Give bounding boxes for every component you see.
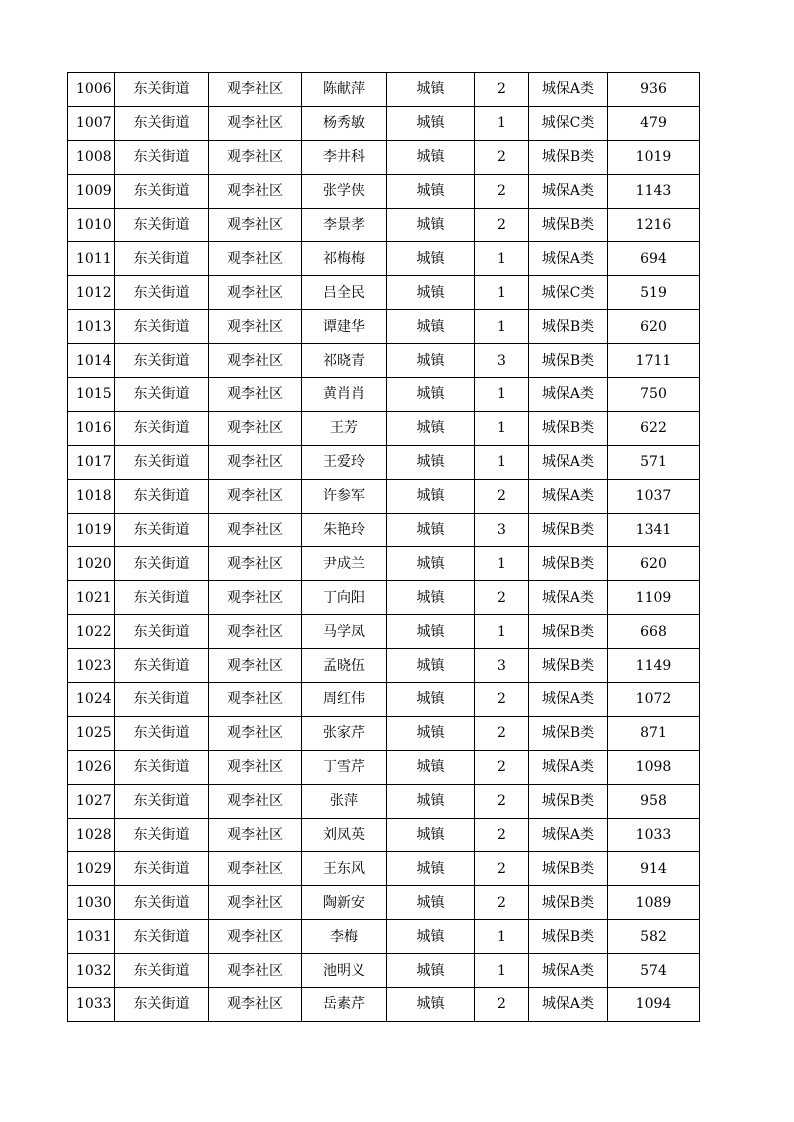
amount-value: 871 bbox=[608, 716, 700, 750]
record-id: 1029 bbox=[68, 852, 115, 886]
community-name: 观李社区 bbox=[209, 106, 302, 140]
person-name: 谭建华 bbox=[302, 310, 387, 344]
community-name: 观李社区 bbox=[209, 818, 302, 852]
amount-value: 479 bbox=[608, 106, 700, 140]
amount-value: 1089 bbox=[608, 886, 700, 920]
table-row bbox=[68, 344, 700, 378]
area-type: 城镇 bbox=[387, 649, 475, 683]
community-name: 观李社区 bbox=[209, 988, 302, 1022]
household-count: 1 bbox=[475, 615, 529, 649]
community-name: 观李社区 bbox=[209, 716, 302, 750]
amount-value: 1711 bbox=[608, 344, 700, 378]
person-name: 池明义 bbox=[302, 954, 387, 988]
household-count: 2 bbox=[475, 208, 529, 242]
insurance-category: 城保B类 bbox=[529, 140, 608, 174]
household-count: 1 bbox=[475, 378, 529, 412]
household-count: 2 bbox=[475, 581, 529, 615]
area-type: 城镇 bbox=[387, 344, 475, 378]
insurance-category: 城保B类 bbox=[529, 649, 608, 683]
area-type: 城镇 bbox=[387, 208, 475, 242]
community-name: 观李社区 bbox=[209, 649, 302, 683]
record-id: 1010 bbox=[68, 208, 115, 242]
street-name: 东关街道 bbox=[115, 445, 209, 479]
table-row bbox=[68, 140, 700, 174]
person-name: 马学凤 bbox=[302, 615, 387, 649]
household-count: 2 bbox=[475, 140, 529, 174]
household-count: 2 bbox=[475, 818, 529, 852]
record-id: 1032 bbox=[68, 954, 115, 988]
community-name: 观李社区 bbox=[209, 615, 302, 649]
street-name: 东关街道 bbox=[115, 818, 209, 852]
insurance-category: 城保A类 bbox=[529, 445, 608, 479]
amount-value: 519 bbox=[608, 276, 700, 310]
household-count: 1 bbox=[475, 547, 529, 581]
street-name: 东关街道 bbox=[115, 547, 209, 581]
record-id: 1015 bbox=[68, 378, 115, 412]
insurance-category: 城保B类 bbox=[529, 344, 608, 378]
amount-value: 750 bbox=[608, 378, 700, 412]
person-name: 尹成兰 bbox=[302, 547, 387, 581]
table-row bbox=[68, 615, 700, 649]
insurance-category: 城保B类 bbox=[529, 886, 608, 920]
household-count: 1 bbox=[475, 106, 529, 140]
person-name: 祁梅梅 bbox=[302, 242, 387, 276]
area-type: 城镇 bbox=[387, 784, 475, 818]
street-name: 东关街道 bbox=[115, 344, 209, 378]
household-count: 1 bbox=[475, 954, 529, 988]
table-row bbox=[68, 886, 700, 920]
data-table bbox=[67, 72, 700, 1022]
amount-value: 620 bbox=[608, 547, 700, 581]
table-row bbox=[68, 716, 700, 750]
household-count: 2 bbox=[475, 73, 529, 107]
insurance-category: 城保A类 bbox=[529, 479, 608, 513]
amount-value: 1149 bbox=[608, 649, 700, 683]
person-name: 杨秀敏 bbox=[302, 106, 387, 140]
table-row bbox=[68, 513, 700, 547]
area-type: 城镇 bbox=[387, 276, 475, 310]
amount-value: 1098 bbox=[608, 750, 700, 784]
table-row bbox=[68, 208, 700, 242]
community-name: 观李社区 bbox=[209, 513, 302, 547]
street-name: 东关街道 bbox=[115, 920, 209, 954]
table-row bbox=[68, 784, 700, 818]
record-id: 1016 bbox=[68, 411, 115, 445]
person-name: 孟晓伍 bbox=[302, 649, 387, 683]
record-id: 1022 bbox=[68, 615, 115, 649]
street-name: 东关街道 bbox=[115, 750, 209, 784]
record-id: 1014 bbox=[68, 344, 115, 378]
person-name: 刘凤英 bbox=[302, 818, 387, 852]
amount-value: 574 bbox=[608, 954, 700, 988]
household-count: 2 bbox=[475, 886, 529, 920]
amount-value: 1037 bbox=[608, 479, 700, 513]
insurance-category: 城保B类 bbox=[529, 547, 608, 581]
amount-value: 1109 bbox=[608, 581, 700, 615]
household-count: 1 bbox=[475, 310, 529, 344]
community-name: 观李社区 bbox=[209, 208, 302, 242]
insurance-category: 城保B类 bbox=[529, 615, 608, 649]
household-count: 1 bbox=[475, 242, 529, 276]
household-count: 2 bbox=[475, 784, 529, 818]
person-name: 张学侠 bbox=[302, 174, 387, 208]
street-name: 东关街道 bbox=[115, 581, 209, 615]
amount-value: 622 bbox=[608, 411, 700, 445]
amount-value: 914 bbox=[608, 852, 700, 886]
street-name: 东关街道 bbox=[115, 73, 209, 107]
community-name: 观李社区 bbox=[209, 683, 302, 717]
record-id: 1018 bbox=[68, 479, 115, 513]
street-name: 东关街道 bbox=[115, 852, 209, 886]
person-name: 李井科 bbox=[302, 140, 387, 174]
record-id: 1028 bbox=[68, 818, 115, 852]
street-name: 东关街道 bbox=[115, 174, 209, 208]
community-name: 观李社区 bbox=[209, 581, 302, 615]
community-name: 观李社区 bbox=[209, 479, 302, 513]
community-name: 观李社区 bbox=[209, 445, 302, 479]
record-id: 1008 bbox=[68, 140, 115, 174]
person-name: 丁向阳 bbox=[302, 581, 387, 615]
insurance-category: 城保A类 bbox=[529, 954, 608, 988]
insurance-category: 城保B类 bbox=[529, 513, 608, 547]
area-type: 城镇 bbox=[387, 140, 475, 174]
household-count: 2 bbox=[475, 716, 529, 750]
street-name: 东关街道 bbox=[115, 683, 209, 717]
record-id: 1021 bbox=[68, 581, 115, 615]
street-name: 东关街道 bbox=[115, 784, 209, 818]
area-type: 城镇 bbox=[387, 750, 475, 784]
person-name: 朱艳玲 bbox=[302, 513, 387, 547]
person-name: 吕全民 bbox=[302, 276, 387, 310]
insurance-category: 城保A类 bbox=[529, 988, 608, 1022]
amount-value: 694 bbox=[608, 242, 700, 276]
community-name: 观李社区 bbox=[209, 750, 302, 784]
insurance-category: 城保A类 bbox=[529, 818, 608, 852]
area-type: 城镇 bbox=[387, 73, 475, 107]
area-type: 城镇 bbox=[387, 716, 475, 750]
insurance-category: 城保A类 bbox=[529, 581, 608, 615]
person-name: 黄肖肖 bbox=[302, 378, 387, 412]
record-id: 1031 bbox=[68, 920, 115, 954]
table-row bbox=[68, 649, 700, 683]
community-name: 观李社区 bbox=[209, 411, 302, 445]
table-row bbox=[68, 106, 700, 140]
record-id: 1013 bbox=[68, 310, 115, 344]
community-name: 观李社区 bbox=[209, 344, 302, 378]
table-row bbox=[68, 310, 700, 344]
insurance-category: 城保A类 bbox=[529, 174, 608, 208]
area-type: 城镇 bbox=[387, 886, 475, 920]
person-name: 王芳 bbox=[302, 411, 387, 445]
street-name: 东关街道 bbox=[115, 378, 209, 412]
record-id: 1011 bbox=[68, 242, 115, 276]
area-type: 城镇 bbox=[387, 988, 475, 1022]
household-count: 3 bbox=[475, 649, 529, 683]
person-name: 许参军 bbox=[302, 479, 387, 513]
amount-value: 582 bbox=[608, 920, 700, 954]
street-name: 东关街道 bbox=[115, 140, 209, 174]
person-name: 李梅 bbox=[302, 920, 387, 954]
record-id: 1019 bbox=[68, 513, 115, 547]
amount-value: 1019 bbox=[608, 140, 700, 174]
table-row bbox=[68, 954, 700, 988]
table-row bbox=[68, 547, 700, 581]
street-name: 东关街道 bbox=[115, 242, 209, 276]
household-count: 2 bbox=[475, 479, 529, 513]
record-id: 1030 bbox=[68, 886, 115, 920]
table-row bbox=[68, 479, 700, 513]
community-name: 观李社区 bbox=[209, 547, 302, 581]
area-type: 城镇 bbox=[387, 310, 475, 344]
table-row bbox=[68, 852, 700, 886]
record-id: 1026 bbox=[68, 750, 115, 784]
table-row bbox=[68, 818, 700, 852]
household-count: 2 bbox=[475, 750, 529, 784]
amount-value: 1072 bbox=[608, 683, 700, 717]
area-type: 城镇 bbox=[387, 818, 475, 852]
community-name: 观李社区 bbox=[209, 852, 302, 886]
street-name: 东关街道 bbox=[115, 649, 209, 683]
person-name: 周红伟 bbox=[302, 683, 387, 717]
area-type: 城镇 bbox=[387, 852, 475, 886]
household-count: 2 bbox=[475, 852, 529, 886]
community-name: 观李社区 bbox=[209, 378, 302, 412]
household-count: 3 bbox=[475, 513, 529, 547]
table-row bbox=[68, 750, 700, 784]
record-id: 1027 bbox=[68, 784, 115, 818]
insurance-category: 城保B类 bbox=[529, 716, 608, 750]
person-name: 岳素芹 bbox=[302, 988, 387, 1022]
table-row bbox=[68, 73, 700, 107]
street-name: 东关街道 bbox=[115, 310, 209, 344]
person-name: 陶新安 bbox=[302, 886, 387, 920]
street-name: 东关街道 bbox=[115, 208, 209, 242]
record-id: 1023 bbox=[68, 649, 115, 683]
amount-value: 1033 bbox=[608, 818, 700, 852]
insurance-category: 城保B类 bbox=[529, 920, 608, 954]
community-name: 观李社区 bbox=[209, 886, 302, 920]
table-row bbox=[68, 174, 700, 208]
record-id: 1020 bbox=[68, 547, 115, 581]
record-id: 1007 bbox=[68, 106, 115, 140]
street-name: 东关街道 bbox=[115, 954, 209, 988]
table-body bbox=[68, 73, 700, 1022]
person-name: 王爱玲 bbox=[302, 445, 387, 479]
area-type: 城镇 bbox=[387, 242, 475, 276]
person-name: 陈献萍 bbox=[302, 73, 387, 107]
person-name: 李景孝 bbox=[302, 208, 387, 242]
amount-value: 1341 bbox=[608, 513, 700, 547]
person-name: 张家芹 bbox=[302, 716, 387, 750]
area-type: 城镇 bbox=[387, 445, 475, 479]
person-name: 张萍 bbox=[302, 784, 387, 818]
community-name: 观李社区 bbox=[209, 920, 302, 954]
table-row bbox=[68, 411, 700, 445]
insurance-category: 城保B类 bbox=[529, 784, 608, 818]
insurance-category: 城保A类 bbox=[529, 242, 608, 276]
person-name: 祁晓青 bbox=[302, 344, 387, 378]
record-id: 1024 bbox=[68, 683, 115, 717]
table-row bbox=[68, 920, 700, 954]
area-type: 城镇 bbox=[387, 513, 475, 547]
household-count: 3 bbox=[475, 344, 529, 378]
table-row bbox=[68, 581, 700, 615]
person-name: 丁雪芹 bbox=[302, 750, 387, 784]
insurance-category: 城保B类 bbox=[529, 852, 608, 886]
table-row bbox=[68, 378, 700, 412]
area-type: 城镇 bbox=[387, 954, 475, 988]
insurance-category: 城保A类 bbox=[529, 683, 608, 717]
area-type: 城镇 bbox=[387, 174, 475, 208]
household-count: 2 bbox=[475, 988, 529, 1022]
record-id: 1012 bbox=[68, 276, 115, 310]
amount-value: 1094 bbox=[608, 988, 700, 1022]
household-count: 1 bbox=[475, 445, 529, 479]
insurance-category: 城保C类 bbox=[529, 276, 608, 310]
street-name: 东关街道 bbox=[115, 479, 209, 513]
area-type: 城镇 bbox=[387, 581, 475, 615]
area-type: 城镇 bbox=[387, 920, 475, 954]
record-id: 1006 bbox=[68, 73, 115, 107]
amount-value: 936 bbox=[608, 73, 700, 107]
amount-value: 958 bbox=[608, 784, 700, 818]
street-name: 东关街道 bbox=[115, 988, 209, 1022]
insurance-category: 城保B类 bbox=[529, 208, 608, 242]
household-count: 1 bbox=[475, 276, 529, 310]
area-type: 城镇 bbox=[387, 411, 475, 445]
insurance-category: 城保A类 bbox=[529, 73, 608, 107]
amount-value: 571 bbox=[608, 445, 700, 479]
household-count: 1 bbox=[475, 411, 529, 445]
street-name: 东关街道 bbox=[115, 615, 209, 649]
amount-value: 668 bbox=[608, 615, 700, 649]
area-type: 城镇 bbox=[387, 615, 475, 649]
street-name: 东关街道 bbox=[115, 886, 209, 920]
household-count: 1 bbox=[475, 920, 529, 954]
community-name: 观李社区 bbox=[209, 174, 302, 208]
table-row bbox=[68, 988, 700, 1022]
amount-value: 1216 bbox=[608, 208, 700, 242]
community-name: 观李社区 bbox=[209, 310, 302, 344]
insurance-category: 城保B类 bbox=[529, 310, 608, 344]
area-type: 城镇 bbox=[387, 378, 475, 412]
street-name: 东关街道 bbox=[115, 411, 209, 445]
community-name: 观李社区 bbox=[209, 140, 302, 174]
area-type: 城镇 bbox=[387, 479, 475, 513]
person-name: 王东风 bbox=[302, 852, 387, 886]
community-name: 观李社区 bbox=[209, 954, 302, 988]
street-name: 东关街道 bbox=[115, 276, 209, 310]
community-name: 观李社区 bbox=[209, 73, 302, 107]
area-type: 城镇 bbox=[387, 547, 475, 581]
insurance-category: 城保A类 bbox=[529, 750, 608, 784]
community-name: 观李社区 bbox=[209, 276, 302, 310]
record-id: 1025 bbox=[68, 716, 115, 750]
street-name: 东关街道 bbox=[115, 106, 209, 140]
area-type: 城镇 bbox=[387, 683, 475, 717]
insurance-category: 城保A类 bbox=[529, 378, 608, 412]
household-count: 2 bbox=[475, 174, 529, 208]
table-row bbox=[68, 242, 700, 276]
record-id: 1033 bbox=[68, 988, 115, 1022]
community-name: 观李社区 bbox=[209, 784, 302, 818]
household-count: 2 bbox=[475, 683, 529, 717]
insurance-category: 城保C类 bbox=[529, 106, 608, 140]
table-row bbox=[68, 445, 700, 479]
table-row bbox=[68, 276, 700, 310]
table-row bbox=[68, 683, 700, 717]
street-name: 东关街道 bbox=[115, 716, 209, 750]
area-type: 城镇 bbox=[387, 106, 475, 140]
record-id: 1017 bbox=[68, 445, 115, 479]
community-name: 观李社区 bbox=[209, 242, 302, 276]
record-id: 1009 bbox=[68, 174, 115, 208]
amount-value: 620 bbox=[608, 310, 700, 344]
street-name: 东关街道 bbox=[115, 513, 209, 547]
amount-value: 1143 bbox=[608, 174, 700, 208]
insurance-category: 城保B类 bbox=[529, 411, 608, 445]
